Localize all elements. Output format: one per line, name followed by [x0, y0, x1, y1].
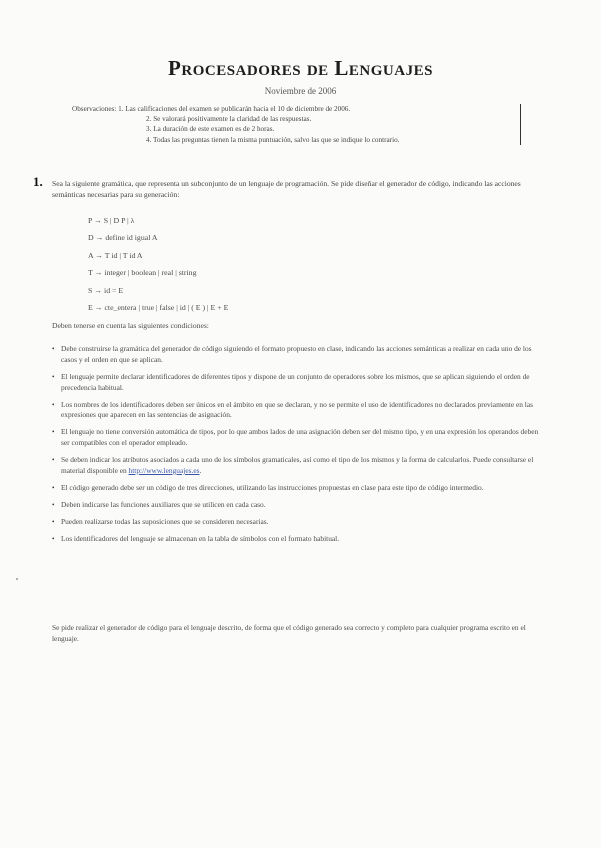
list-item — [52, 534, 546, 545]
list-item-text: Debe construirse la gramática del generador de código siguiendo el formato propuesto en clase, indicando las acciones semánticas a realizar en cada uno de los casos y el orden en que se aplican. — [61, 344, 532, 364]
list-item-text: El lenguaje permite declarar identificadores de diferentes tipos y dispone de un conjunto de operadores sobre los mismos, que se aplican siguiendo el orden de precedencia habitual. — [61, 371, 530, 392]
list-item-text: Se deben indicar los atributos asociados a cada uno de los símbolos gramaticales, así como el tipo de los mismos y la forma de calcularlos. Puede consultarse el material disponible en — [61, 455, 534, 475]
grammar-rule: A → T id | T id A — [88, 250, 143, 260]
bullet-icon: • — [52, 400, 55, 409]
observation-line: 2. Se valorará positivamente la claridad de las respuestas. — [146, 115, 312, 124]
question-number: 1. — [33, 174, 43, 189]
scan-speck — [16, 578, 18, 580]
list-item-text-tail: . — [199, 465, 202, 475]
grammar-rule: T → integer | boolean | real | string — [88, 268, 197, 278]
observation-line: 4. Todas las preguntas tienen la misma puntuación, salvo las que se indique lo contrario. — [146, 135, 400, 144]
bullet-icon: • — [52, 517, 55, 526]
grammar-rules — [88, 212, 448, 316]
list-item — [52, 427, 546, 449]
list-item — [52, 344, 546, 366]
bullet-icon: • — [52, 372, 55, 381]
bullet-icon: • — [52, 500, 55, 509]
bullet-icon: • — [52, 428, 55, 437]
grammar-rule: D → define id igual A — [88, 233, 158, 243]
exam-date: Noviembre de 2006 — [264, 86, 337, 96]
conditions-intro: Deben tenerse en cuenta las siguientes condiciones: — [52, 321, 209, 330]
bullet-icon: • — [52, 534, 55, 543]
observations-box — [72, 104, 521, 145]
observation-line: 3. La duración de este examen es de 2 horas. — [146, 125, 275, 134]
grammar-rule: E → cte_entera | true | false | id | ( E ) | E + E — [88, 303, 229, 313]
list-item-text: Pueden realizarse todas las suposiciones que se consideren necesarias. — [61, 516, 269, 526]
bullet-icon: • — [52, 456, 55, 465]
list-item — [52, 455, 546, 477]
bullet-icon: • — [52, 345, 55, 353]
reference-link[interactable]: http://www.lenguajes.es — [128, 465, 200, 475]
conditions-list — [52, 344, 546, 551]
list-item-text: El código generado debe ser un código de tres direcciones, utilizando las instrucciones propuestas en clase para este tipo de código intermedio. — [61, 482, 484, 492]
list-item-text: El lenguaje no tiene conversión automática de tipos, por lo que ambos lados de una asignación deben ser del mismo tipo, y en una expresión los operandos deben ser compatibles con el operador empleado. — [61, 427, 539, 448]
observation-line: Observaciones: 1. Las calificaciones del examen se publicarán hacia el 10 de diciembre de 2006. — [72, 105, 351, 113]
list-item — [52, 372, 546, 394]
list-item — [52, 500, 546, 511]
list-item-text: Deben indicarse las funciones auxiliares que se utilicen en cada caso. — [61, 499, 266, 509]
list-item-text: Los nombres de los identificadores deben ser únicos en el ámbito en que se declaran, y no se permite el uso de identificadores no declarados previamente en las expresiones que aparecen en las sentencias de asignación. — [61, 399, 534, 420]
page-title: Procesadores de Lenguajes — [168, 56, 433, 80]
list-item — [52, 483, 546, 494]
list-item — [52, 517, 546, 528]
grammar-rule: S → id = E — [88, 285, 124, 295]
closing-paragraph: Se pide realizar el generador de código para el lenguaje descrito, de forma que el código generado sea correcto y completo para cualquier programa escrito en el lenguaje. — [52, 623, 526, 643]
question-intro: Sea la siguiente gramática, que representa un subconjunto de un lenguaje de programación. Se pide diseñar el generador de código, indicando las acciones semánticas necesarias para su generación: — [52, 179, 521, 199]
list-item-text: Los identificadores del lenguaje se almacenan en la tabla de símbolos con el formato habitual. — [61, 533, 340, 543]
bullet-icon: • — [52, 483, 55, 492]
grammar-rule: P → S | D P | λ — [88, 216, 135, 225]
list-item — [52, 400, 546, 422]
